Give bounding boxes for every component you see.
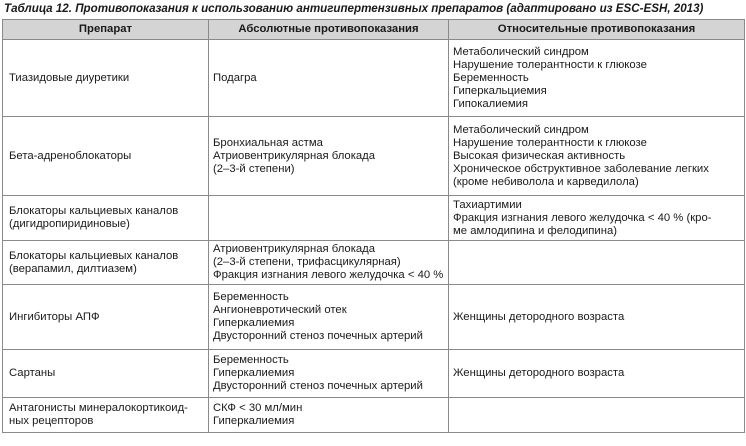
cell-line: Ангионевротический отек bbox=[213, 304, 347, 316]
cell-line: Тахиартимии bbox=[453, 198, 522, 211]
cell-line: Беременность bbox=[453, 71, 529, 84]
table-row bbox=[3, 241, 745, 285]
cell-line: Гиперкалиемия bbox=[213, 367, 295, 379]
cell-line: Гиперкалиемия bbox=[213, 415, 295, 427]
cell-relative bbox=[449, 350, 745, 398]
cell-absolute bbox=[209, 117, 449, 196]
cell-line: (2–3-й степени) bbox=[213, 162, 295, 175]
cell-line: (дигидропиридиновые) bbox=[9, 218, 130, 230]
cell-line: Высокая физическая активность bbox=[453, 149, 626, 162]
cell-absolute bbox=[209, 196, 449, 241]
table-row bbox=[3, 285, 745, 350]
cell-line: (кроме небиволола и карведилола) bbox=[453, 175, 639, 188]
cell-drug bbox=[3, 241, 209, 285]
table-row bbox=[3, 117, 745, 196]
cell-line: Антагонисты минералокортикоид- bbox=[9, 402, 188, 414]
cell-absolute bbox=[209, 40, 449, 117]
cell-line: Гиперкальциемия bbox=[453, 84, 547, 97]
cell-line: Ингибиторы АПФ bbox=[9, 310, 100, 323]
cell-relative bbox=[449, 40, 745, 117]
cell-line: Фракция изгнания левого желудочка < 40 % bbox=[213, 269, 444, 281]
cell-line: Беременность bbox=[213, 291, 289, 303]
cell-relative bbox=[449, 117, 745, 196]
cell-relative bbox=[449, 196, 745, 241]
cell-line: Гиперкалиемия bbox=[213, 317, 295, 329]
header-drug: Препарат bbox=[3, 20, 209, 40]
cell-relative bbox=[449, 285, 745, 350]
table-caption: Таблица 12. Противопоказания к использованию антигипертензивных препаратов (адаптировано из ESC-ESH, 2013) bbox=[4, 2, 704, 15]
cell-drug bbox=[3, 350, 209, 398]
cell-line: Двусторонний стеноз почечных артерий bbox=[213, 380, 423, 392]
cell-absolute bbox=[209, 398, 449, 433]
table-body bbox=[3, 40, 745, 433]
cell-line: Беременность bbox=[213, 354, 289, 366]
cell-line: Женщины детородного возраста bbox=[453, 310, 625, 323]
cell-line: (2–3-й степени, трифасцикулярная) bbox=[213, 256, 401, 268]
cell-line: Атриовентрикулярная блокада bbox=[213, 243, 376, 255]
cell-drug bbox=[3, 117, 209, 196]
cell-line: Блокаторы кальциевых каналов bbox=[9, 205, 179, 217]
cell-line: Нарушение толерантности к глюкозе bbox=[453, 136, 647, 149]
cell-line: ных рецепторов bbox=[9, 415, 94, 427]
cell-line: ме амлодипина и фелодипина) bbox=[453, 224, 617, 237]
cell-drug bbox=[3, 285, 209, 350]
cell-line: Гипокалиемия bbox=[453, 97, 529, 110]
cell-absolute bbox=[209, 241, 449, 285]
cell-line: Хроническое обструктивное заболевание легких bbox=[453, 162, 709, 175]
header-absolute: Абсолютные противопоказания bbox=[209, 20, 449, 40]
contraindications-table bbox=[2, 19, 745, 433]
cell-line: Бета-адреноблокаторы bbox=[9, 149, 132, 162]
cell-relative bbox=[449, 241, 745, 285]
cell-line: Бронхиальная астма bbox=[213, 136, 323, 149]
cell-line: Подагра bbox=[213, 71, 257, 84]
table-row bbox=[3, 398, 745, 433]
cell-absolute bbox=[209, 350, 449, 398]
table-row bbox=[3, 350, 745, 398]
cell-line: Метаболический синдром bbox=[453, 123, 589, 136]
cell-line: Метаболический синдром bbox=[453, 45, 589, 58]
cell-drug bbox=[3, 196, 209, 241]
cell-line: Атриовентрикулярная блокада bbox=[213, 149, 376, 162]
cell-line: (верапамил, дилтиазем) bbox=[9, 262, 137, 275]
header-relative: Относительные противопоказания bbox=[449, 20, 745, 40]
cell-line: Сартаны bbox=[9, 367, 56, 379]
cell-relative bbox=[449, 398, 745, 433]
cell-line: Женщины детородного возраста bbox=[453, 367, 625, 379]
cell-drug bbox=[3, 398, 209, 433]
cell-line: Блокаторы кальциевых каналов bbox=[9, 249, 179, 262]
cell-absolute bbox=[209, 285, 449, 350]
cell-line: Двусторонний стеноз почечных артерий bbox=[213, 330, 423, 342]
cell-line: Тиазидовые диуретики bbox=[9, 71, 130, 84]
header-row bbox=[3, 20, 745, 40]
cell-drug bbox=[3, 40, 209, 117]
cell-line: Нарушение толерантности к глюкозе bbox=[453, 58, 647, 71]
cell-line: СКФ < 30 мл/мин bbox=[213, 402, 303, 414]
cell-line: Фракция изгнания левого желудочка < 40 % (кро- bbox=[453, 211, 712, 224]
table-row bbox=[3, 196, 745, 241]
table-row bbox=[3, 40, 745, 117]
